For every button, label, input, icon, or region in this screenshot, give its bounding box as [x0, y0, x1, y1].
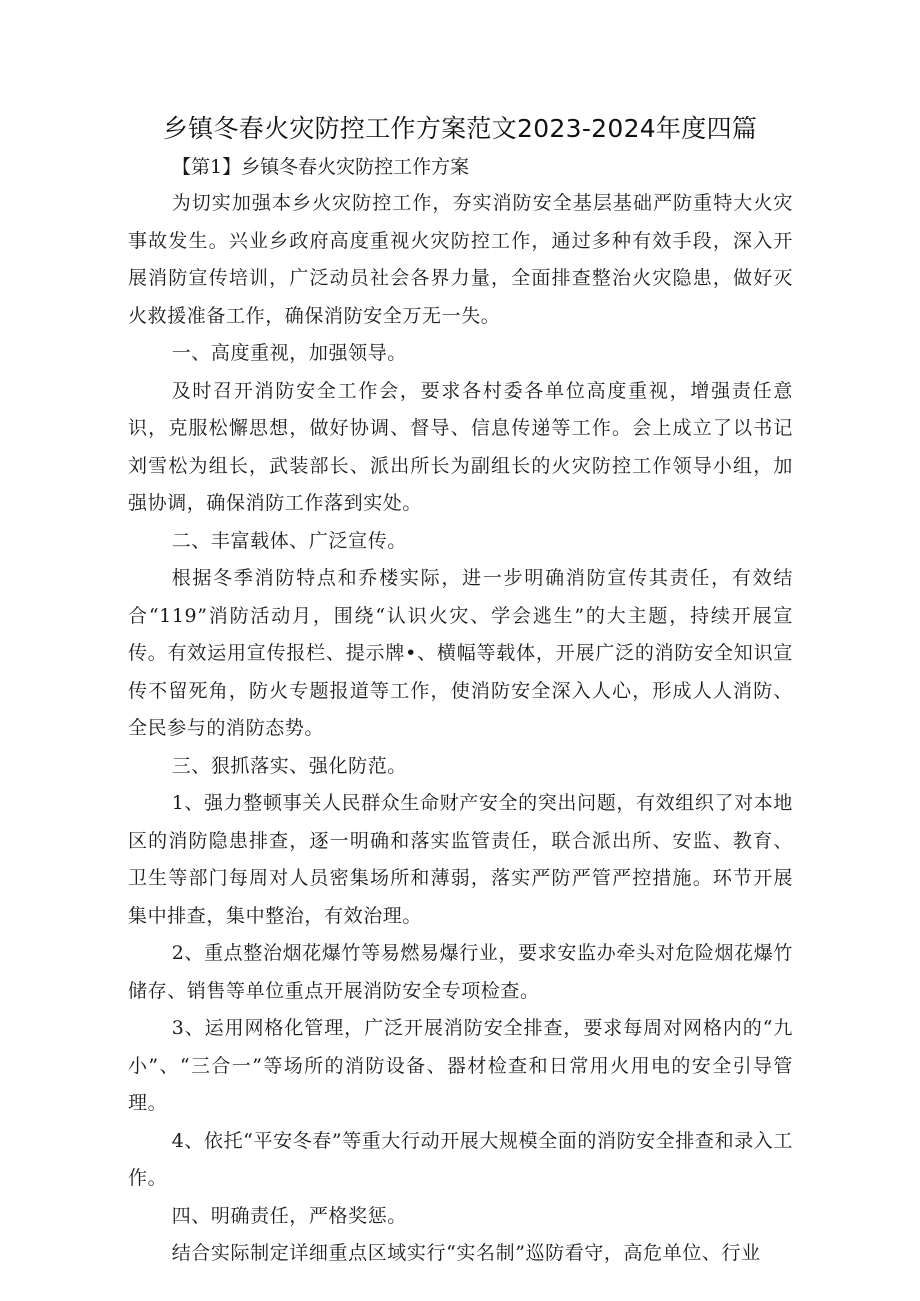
section-heading-2: 二、丰富载体、广泛宣传。	[171, 529, 407, 552]
section-heading-4: 四、明确责任，严格奖惩。	[171, 1204, 407, 1227]
document-title: 乡镇冬春火灾防控工作方案范文2023-2024年度四篇	[162, 114, 758, 143]
list-item-1: 1、强力整顿事关人民群众生命财产安全的突出问题，有效组织了对本地区的消防隐患排查，逐一明确和落实监管责任，联合派出所、安监、教育、卫生等部门每周对人员密集场所和薄弱，落实严防严管严控措施。环节开展集中排查，集中整治，有效治理。	[128, 792, 793, 927]
intro-paragraph: 为切实加强本乡火灾防控工作，夯实消防安全基层基础严防重特大火灾事故发生。兴业乡政府高度重视火灾防控工作，通过多种有效手段，深入开展消防宣传培训，广泛动员社会各界力量，全面排查整治火灾隐患，做好灭火救援准备工作，确保消防安全万无一失。	[128, 192, 793, 327]
section-paragraph-1: 及时召开消防安全工作会，要求各村委各单位高度重视，增强责任意识，克服松懈思想，做好协调、督导、信息传递等工作。会上成立了以书记刘雪松为组长，武装部长、派出所长为副组长的火灾防控工作领导小组，加强协调，确保消防工作落到实处。	[128, 379, 793, 514]
list-item-3: 3、运用网格化管理，广泛开展消防安全排查，要求每周对网格内的“九小”、“三合一”等场所的消防设备、器材检查和日常用火用电的安全引导管理。	[128, 1017, 793, 1114]
list-item-4: 4、依托“平安冬春”等重大行动开展大规模全面的消防安全排查和录入工作。	[128, 1129, 794, 1189]
document-body	[128, 185, 793, 1273]
section-paragraph-2: 根据冬季消防特点和乔楼实际，进一步明确消防宣传其责任，有效结合“119”消防活动月，围绕“认识火灾、学会逃生”的大主题，持续开展宣传。有效运用宣传报栏、提示牌•、横幅等载体，开展广泛的消防安全知识宣传不留死角，防火专题报道等工作，使消防安全深入人心，形成人人消防、全民参与的消防态势。	[128, 567, 793, 739]
list-item-2: 2、重点整治烟花爆竹等易燃易爆行业，要求安监办牵头对危险烟花爆竹储存、销售等单位重点开展消防安全专项检查。	[128, 942, 793, 1002]
section-subtitle: 【第1】乡镇冬春火灾防控工作方案	[172, 156, 470, 178]
section-heading-1: 一、高度重视，加强领导。	[171, 342, 407, 364]
section-heading-3: 三、狠抓落实、强化防范。	[171, 754, 407, 777]
section-paragraph-4: 结合实际制定详细重点区域实行“实名制”巡防看守，高危单位、行业	[171, 1242, 761, 1264]
